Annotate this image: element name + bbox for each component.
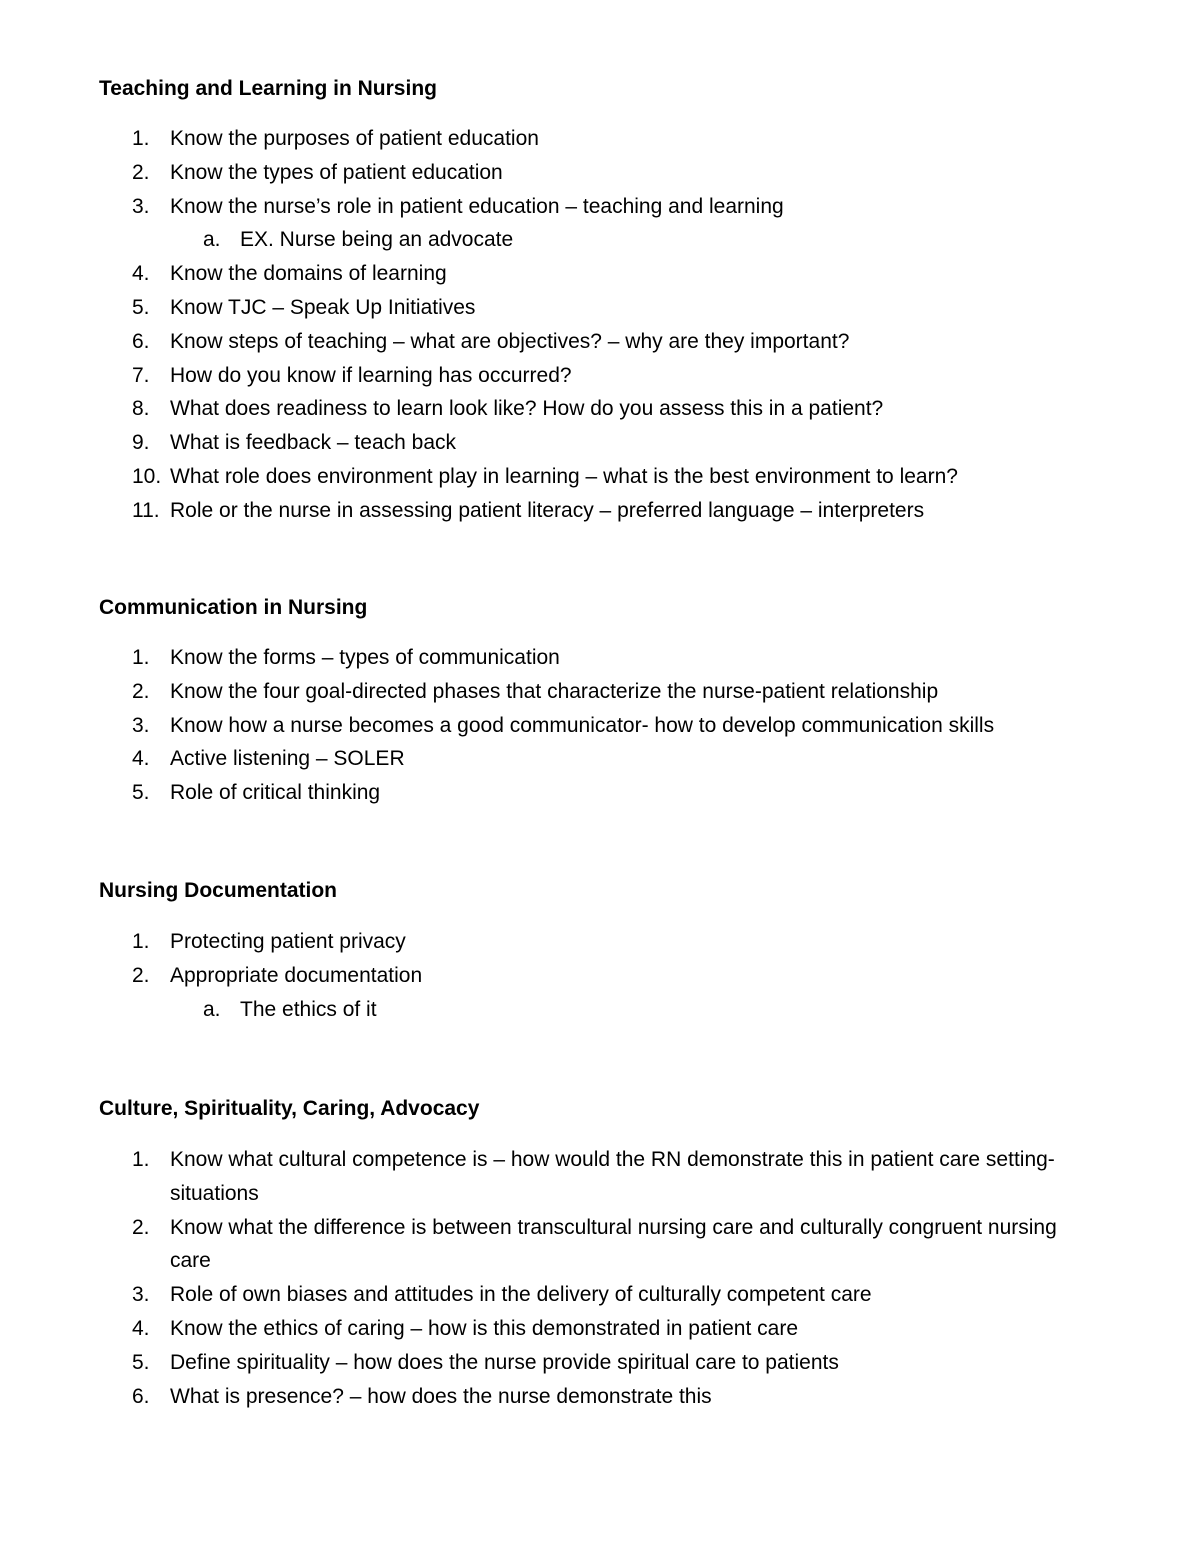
list-item <box>99 925 1119 959</box>
list-number: 11. <box>132 498 160 522</box>
list-item <box>99 675 1119 709</box>
list-text: What does readiness to learn look like? How do you assess this in a patient? <box>170 397 884 421</box>
list-number: 4. <box>132 262 150 286</box>
list-text: Role of critical thinking <box>170 781 381 805</box>
list-text: Role of own biases and attitudes in the delivery of culturally competent care <box>170 1283 872 1307</box>
numbered-list <box>99 641 1119 810</box>
list-item <box>99 257 1119 291</box>
section-communication <box>99 594 1119 810</box>
list-text: Know what cultural competence is – how would the RN demonstrate this in patient care setting-situations <box>170 1148 1055 1205</box>
list-number: 2. <box>132 679 150 703</box>
list-item <box>99 122 1119 156</box>
list-number: 5. <box>132 295 150 319</box>
section-heading: Nursing Documentation <box>99 879 338 902</box>
list-number: 3. <box>132 713 150 737</box>
list-item <box>99 426 1119 460</box>
list-number: 9. <box>132 431 150 455</box>
list-text: Define spirituality – how does the nurse provide spiritual care to patients <box>170 1350 839 1374</box>
list-number: 1. <box>132 1148 150 1171</box>
list-number: 7. <box>132 363 150 387</box>
list-text: What role does environment play in learning – what is the best environment to learn? <box>170 464 958 488</box>
numbered-list <box>99 1143 1119 1413</box>
list-number: a. <box>203 997 221 1021</box>
list-number: 2. <box>132 963 150 987</box>
list-item <box>99 190 1119 224</box>
list-text: The ethics of it <box>240 997 377 1021</box>
list-item <box>99 460 1119 494</box>
list-item <box>99 1143 1085 1211</box>
list-text: Know the nurse’s role in patient education – teaching and learning <box>170 194 784 218</box>
section-documentation <box>99 877 1119 1026</box>
list-text: Know the types of patient education <box>170 160 503 184</box>
list-item <box>99 156 1119 190</box>
list-number: 5. <box>132 1350 150 1374</box>
list-number: 4. <box>132 1316 150 1340</box>
list-item <box>99 709 1119 743</box>
list-item <box>99 392 1119 426</box>
section-heading: Teaching and Learning in Nursing <box>99 77 437 100</box>
section-culture-spirituality <box>99 1095 1119 1413</box>
list-text: Know what the difference is between transcultural nursing care and culturally congruent nursing care <box>170 1215 1057 1273</box>
list-item <box>99 1278 1119 1312</box>
sub-list-item <box>99 223 1119 257</box>
numbered-list <box>99 925 1119 1026</box>
list-number: 8. <box>132 397 150 421</box>
list-text: What is feedback – teach back <box>170 431 456 455</box>
list-item <box>99 1211 1085 1279</box>
list-text: Role or the nurse in assessing patient literacy – preferred language – interpreters <box>170 498 925 522</box>
list-text: Know the domains of learning <box>170 262 447 286</box>
list-text: Appropriate documentation <box>170 963 423 987</box>
list-item <box>99 1380 1119 1414</box>
section-heading: Communication in Nursing <box>99 596 368 619</box>
list-number: 5. <box>132 781 150 805</box>
list-number: 6. <box>132 1384 150 1408</box>
list-item <box>99 742 1119 776</box>
list-text: Protecting patient privacy <box>170 930 406 953</box>
list-item <box>99 494 1119 528</box>
list-item <box>99 325 1119 359</box>
list-text: What is presence? – how does the nurse demonstrate this <box>170 1384 712 1408</box>
list-number: 1. <box>132 646 150 669</box>
list-text: Know steps of teaching – what are objectives? – why are they important? <box>170 329 850 353</box>
list-item <box>99 1346 1119 1380</box>
list-number: 3. <box>132 194 150 218</box>
list-text: Active listening – SOLER <box>170 747 405 771</box>
list-number: a. <box>203 228 221 252</box>
list-number: 10. <box>132 464 162 488</box>
list-number: 1. <box>132 127 150 150</box>
list-text: EX. Nurse being an advocate <box>240 228 514 252</box>
list-text: Know the purposes of patient education <box>170 127 539 150</box>
list-number: 1. <box>132 930 150 953</box>
section-heading: Culture, Spirituality, Caring, Advocacy <box>99 1097 480 1120</box>
list-item <box>99 959 1119 993</box>
list-item <box>99 291 1119 325</box>
sub-list-item <box>99 993 1119 1027</box>
numbered-list <box>99 122 1119 528</box>
section-teaching-learning <box>99 75 1119 528</box>
list-text: Know how a nurse becomes a good communicator- how to develop communication skills <box>170 713 995 737</box>
list-text: Know the four goal-directed phases that characterize the nurse-patient relationship <box>170 679 939 703</box>
list-item <box>99 776 1119 810</box>
list-text: Know TJC – Speak Up Initiatives <box>170 295 476 319</box>
list-item <box>99 359 1119 393</box>
list-number: 3. <box>132 1283 150 1307</box>
list-number: 4. <box>132 747 150 771</box>
list-text: Know the forms – types of communication <box>170 646 560 669</box>
list-text: Know the ethics of caring – how is this demonstrated in patient care <box>170 1316 799 1340</box>
list-item <box>99 1312 1119 1346</box>
list-number: 2. <box>132 1215 150 1239</box>
list-number: 6. <box>132 329 150 353</box>
list-item <box>99 641 1119 675</box>
list-number: 2. <box>132 160 150 184</box>
list-text: How do you know if learning has occurred? <box>170 363 572 387</box>
